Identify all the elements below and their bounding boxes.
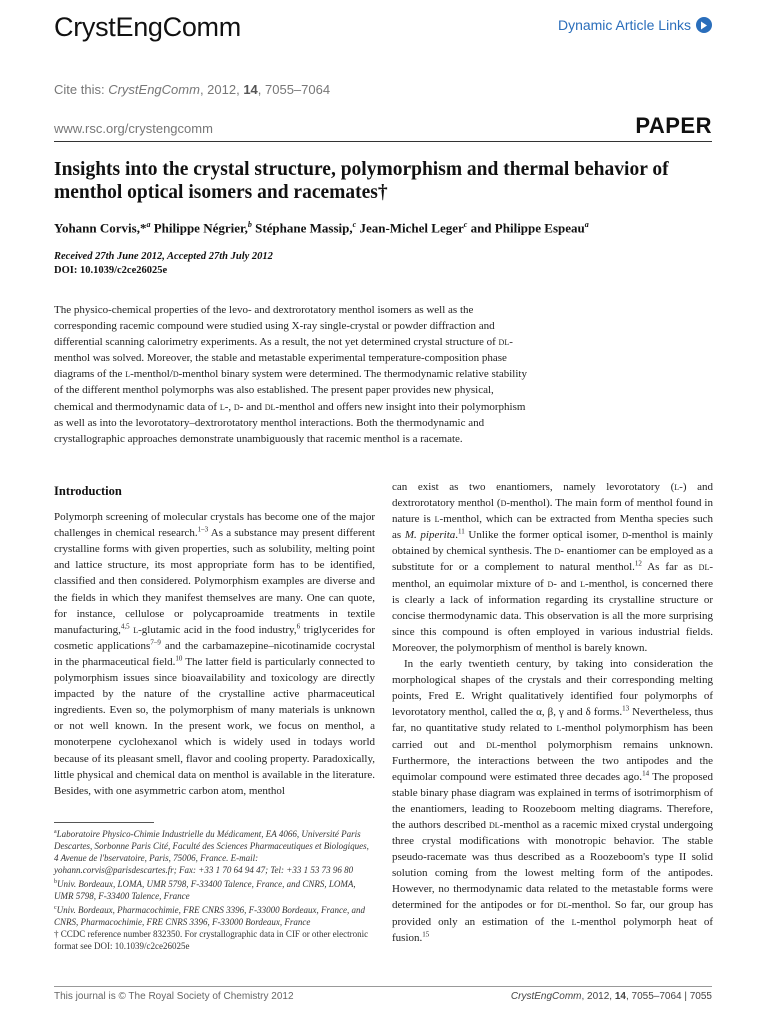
reference-link[interactable]: 15	[422, 929, 430, 938]
reference-link[interactable]: 14	[642, 769, 650, 778]
footer-divider	[54, 986, 712, 987]
author-name: Yohann Corvis,*	[54, 220, 147, 236]
reference-link[interactable]: 13	[622, 704, 630, 713]
journal-name: CrystEngComm	[54, 12, 241, 42]
footnotes	[54, 826, 372, 952]
reference-link[interactable]: 7–9	[150, 638, 161, 647]
paragraph: In the early twentieth century, by taking into consideration the morphological shapes of the crystals and their corresponding melting points, Fred E. Wright qualitatively identified four polymorphs of levorotatory menthol, called the α, β, γ and δ forms.$^{13}$ Nevertheless, thus far, no quantitative study related to l-menthol polymorphism has been carried out and dl-menthol polymorphism remains unknown. Furthermore, the interactions between the two antipodes and the equimolar compound were estimated three decades ago.$^{14}$ The proposed stable binary phase diagram was explained in terms of isotrimorphism of the enantiomers, leading to Roozeboom melting diagrams. Therefore, the authors described dl-menthol as a racemic mixed crystal undergoing three crystal modifications with monotropic behavior. The stable pseudo-racemate was thus described as a Roozeboom's type II solid solution coming from the lowest melting form of the antipodes. However, no thermodynamic data related to the metastable forms were determined for the antipodes or for dl-menthol. So far, our group has provided only an estimation of the l-menthol polymorph heat of fusion.$^{15}$	[392, 658, 714, 944]
author-name: Philippe Négrier,	[153, 220, 248, 236]
received-dates: Received 27th June 2012, Accepted 27th July 2012	[54, 251, 273, 262]
author-name: Stéphane Massip,	[255, 220, 353, 236]
dynamic-article-links[interactable]	[558, 17, 712, 33]
copyright-notice: This journal is © The Royal Society of Chemistry 2012	[54, 991, 294, 1002]
author-affiliation: a	[584, 220, 589, 229]
body-column-left	[54, 483, 375, 799]
footnote-affiliation-c: $^c$Univ. Bordeaux, Pharmacochimie, FRE CNRS 3396, F-33000 Bordeaux, France, and CNRS, Pharmacochimie, FRE CNRS 3396, F-33000 Bordeaux, France	[54, 905, 366, 927]
footnote-affiliation-b: $^b$Univ. Bordeaux, LOMA, UMR 5798, F-33400 Talence, France, and CNRS, LOMA, UMR 5798, F-33400 Talence, France	[54, 879, 356, 901]
footnote-affiliation-a: $^a$Laboratoire Physico-Chimie Industrielle du Médicament, EA 4066, Université Paris Descartes, Sorbonne Paris Cité, Faculté des Sciences Pharmaceutiques et Biologiques, 4 Avenue de l'bservatoire, Paris, 75006, France. E-mail: yohann.corvis@parisdescartes.fr; Fax: +33 1 70 64 94 47; Tel: +33 1 53 73 96 80	[54, 829, 369, 875]
footnote-esi: † CCDC reference number 832350. For crystallographic data in CIF or other electronic format see DOI: 10.1039/c2ce26025e	[54, 929, 369, 951]
cite-volume: 14	[243, 82, 258, 97]
cite-pages: , 7055–7064	[257, 82, 331, 97]
cite-prefix: Cite this:	[54, 82, 109, 97]
author-affiliation: c	[463, 220, 468, 229]
author-list	[54, 220, 589, 236]
abstract: The physico-chemical properties of the levo- and dextrorotatory menthol isomers as well as the corresponding racemic compound were studied using X-ray single-crystal or powder diffraction and differential scanning calorimetry experiments. As a result, the not yet determined crystal structure of dl-menthol was solved. Moreover, the stable and metastable experimental temperature-composition phase diagrams of the l-menthol/d-menthol binary system were determined. The thermodynamic relative stability of the different menthol polymorphs was also established. The present paper provides new physical, chemical and thermodynamic data of l-, d- and dl-menthol and offers new insight into their polymorphism as well as into the levorotatory–dextrorotatory menthol interactions. Both the thermodynamic and crystallographic approaches demonstrate unambiguously that racemic menthol is a racemate.	[54, 304, 527, 445]
author-name: Jean-Michel Leger	[359, 220, 464, 236]
citation-line	[54, 82, 330, 97]
author-affiliation: b	[247, 220, 252, 229]
author-affiliation: a	[146, 220, 151, 229]
article-doi[interactable]: DOI: 10.1039/c2ce26025e	[54, 265, 168, 276]
author-separator: and	[467, 220, 495, 236]
reference-link[interactable]: 6	[296, 622, 301, 631]
reference-link[interactable]: 10	[175, 654, 183, 663]
article-type-label: PAPER	[635, 113, 712, 138]
paragraph: Polymorph screening of molecular crystals has become one of the major challenges in chemical research.$^{1-3}$ As a substance may present different crystalline forms with given properties, such as solubility, melting point and lattice structure, its most appropriate form has to be identified, classified and then considered. Polymorphism examples are diverse and the fields in which they manifest themselves are many. One can quote, for instance, cellulose or polycaproamide treatments in textile manufacturing,$^{4,5}$ l-glutamic acid in the food industry,$^6$ triglycerides for cosmetic applications$^{7-9}$ and the carbamazepine–nicotinamide cocrystal in the pharmaceutical field.$^{10}$ The latter field is particularly connected to polymorphism issues since bioavailability and toxicology are directly impacted by the nature of the crystalline active pharmaceutical ingredients. Even so, the polymorphism of many materials is unknown or not well known. In the present work, we focus on menthol, a monoterpene cyclohexanol which is widely used in todays world because of its pleasant smell, flavor and cooling property. Paradoxically, little physical and chemical data on menthol is available in the literature. Besides, with one asymmetric carbon atom, menthol	[54, 511, 376, 797]
section-heading: Introduction	[54, 484, 122, 498]
reference-link[interactable]: 4,5	[120, 622, 130, 631]
page-footer-citation: CrystEngComm, 2012, 14, 7055–7064 | 7055	[510, 991, 712, 1002]
cite-journal: CrystEngComm	[108, 82, 200, 97]
article-title: Insights into the crystal structure, polymorphism and thermal behavior of menthol optical isomers and racemates†	[54, 159, 669, 203]
footnote-divider	[54, 822, 154, 823]
reference-link[interactable]: 12	[634, 559, 642, 568]
author-name: Philippe Espeau	[494, 220, 585, 236]
reference-link[interactable]: 11	[458, 527, 465, 536]
cite-year: , 2012,	[199, 82, 244, 97]
body-column-right	[392, 479, 713, 946]
journal-url[interactable]: www.rsc.org/crystengcomm	[54, 121, 213, 136]
header-divider	[54, 141, 712, 142]
paragraph: can exist as two enantiomers, namely levorotatory (l-) and dextrorotatory menthol (d-menthol). The main form of menthol found in nature is l-menthol, which can be extracted from Mentha species such as M. piperita.$^{11}$ Unlike the former optical isomer, d-menthol is mainly obtained by chemical synthesis. The d- enantiomer can be employed as a substitute for or a complement to natural menthol.$^{12}$ As far as dl-menthol, an equimolar mixture of d- and l-menthol, is concerned there is clearly a lack of information regarding its crystalline structure or concise thermodynamic data. This observation is all the more surprising since this compound is often employed in various industrial fields. Moreover, the polymorphism of menthol is barely known.	[392, 481, 714, 654]
author-affiliation: c	[352, 220, 357, 229]
play-arrow-icon[interactable]	[696, 17, 712, 33]
dynamic-links-label[interactable]: Dynamic Article Links	[557, 17, 691, 33]
reference-link[interactable]: 1–3	[197, 525, 209, 534]
